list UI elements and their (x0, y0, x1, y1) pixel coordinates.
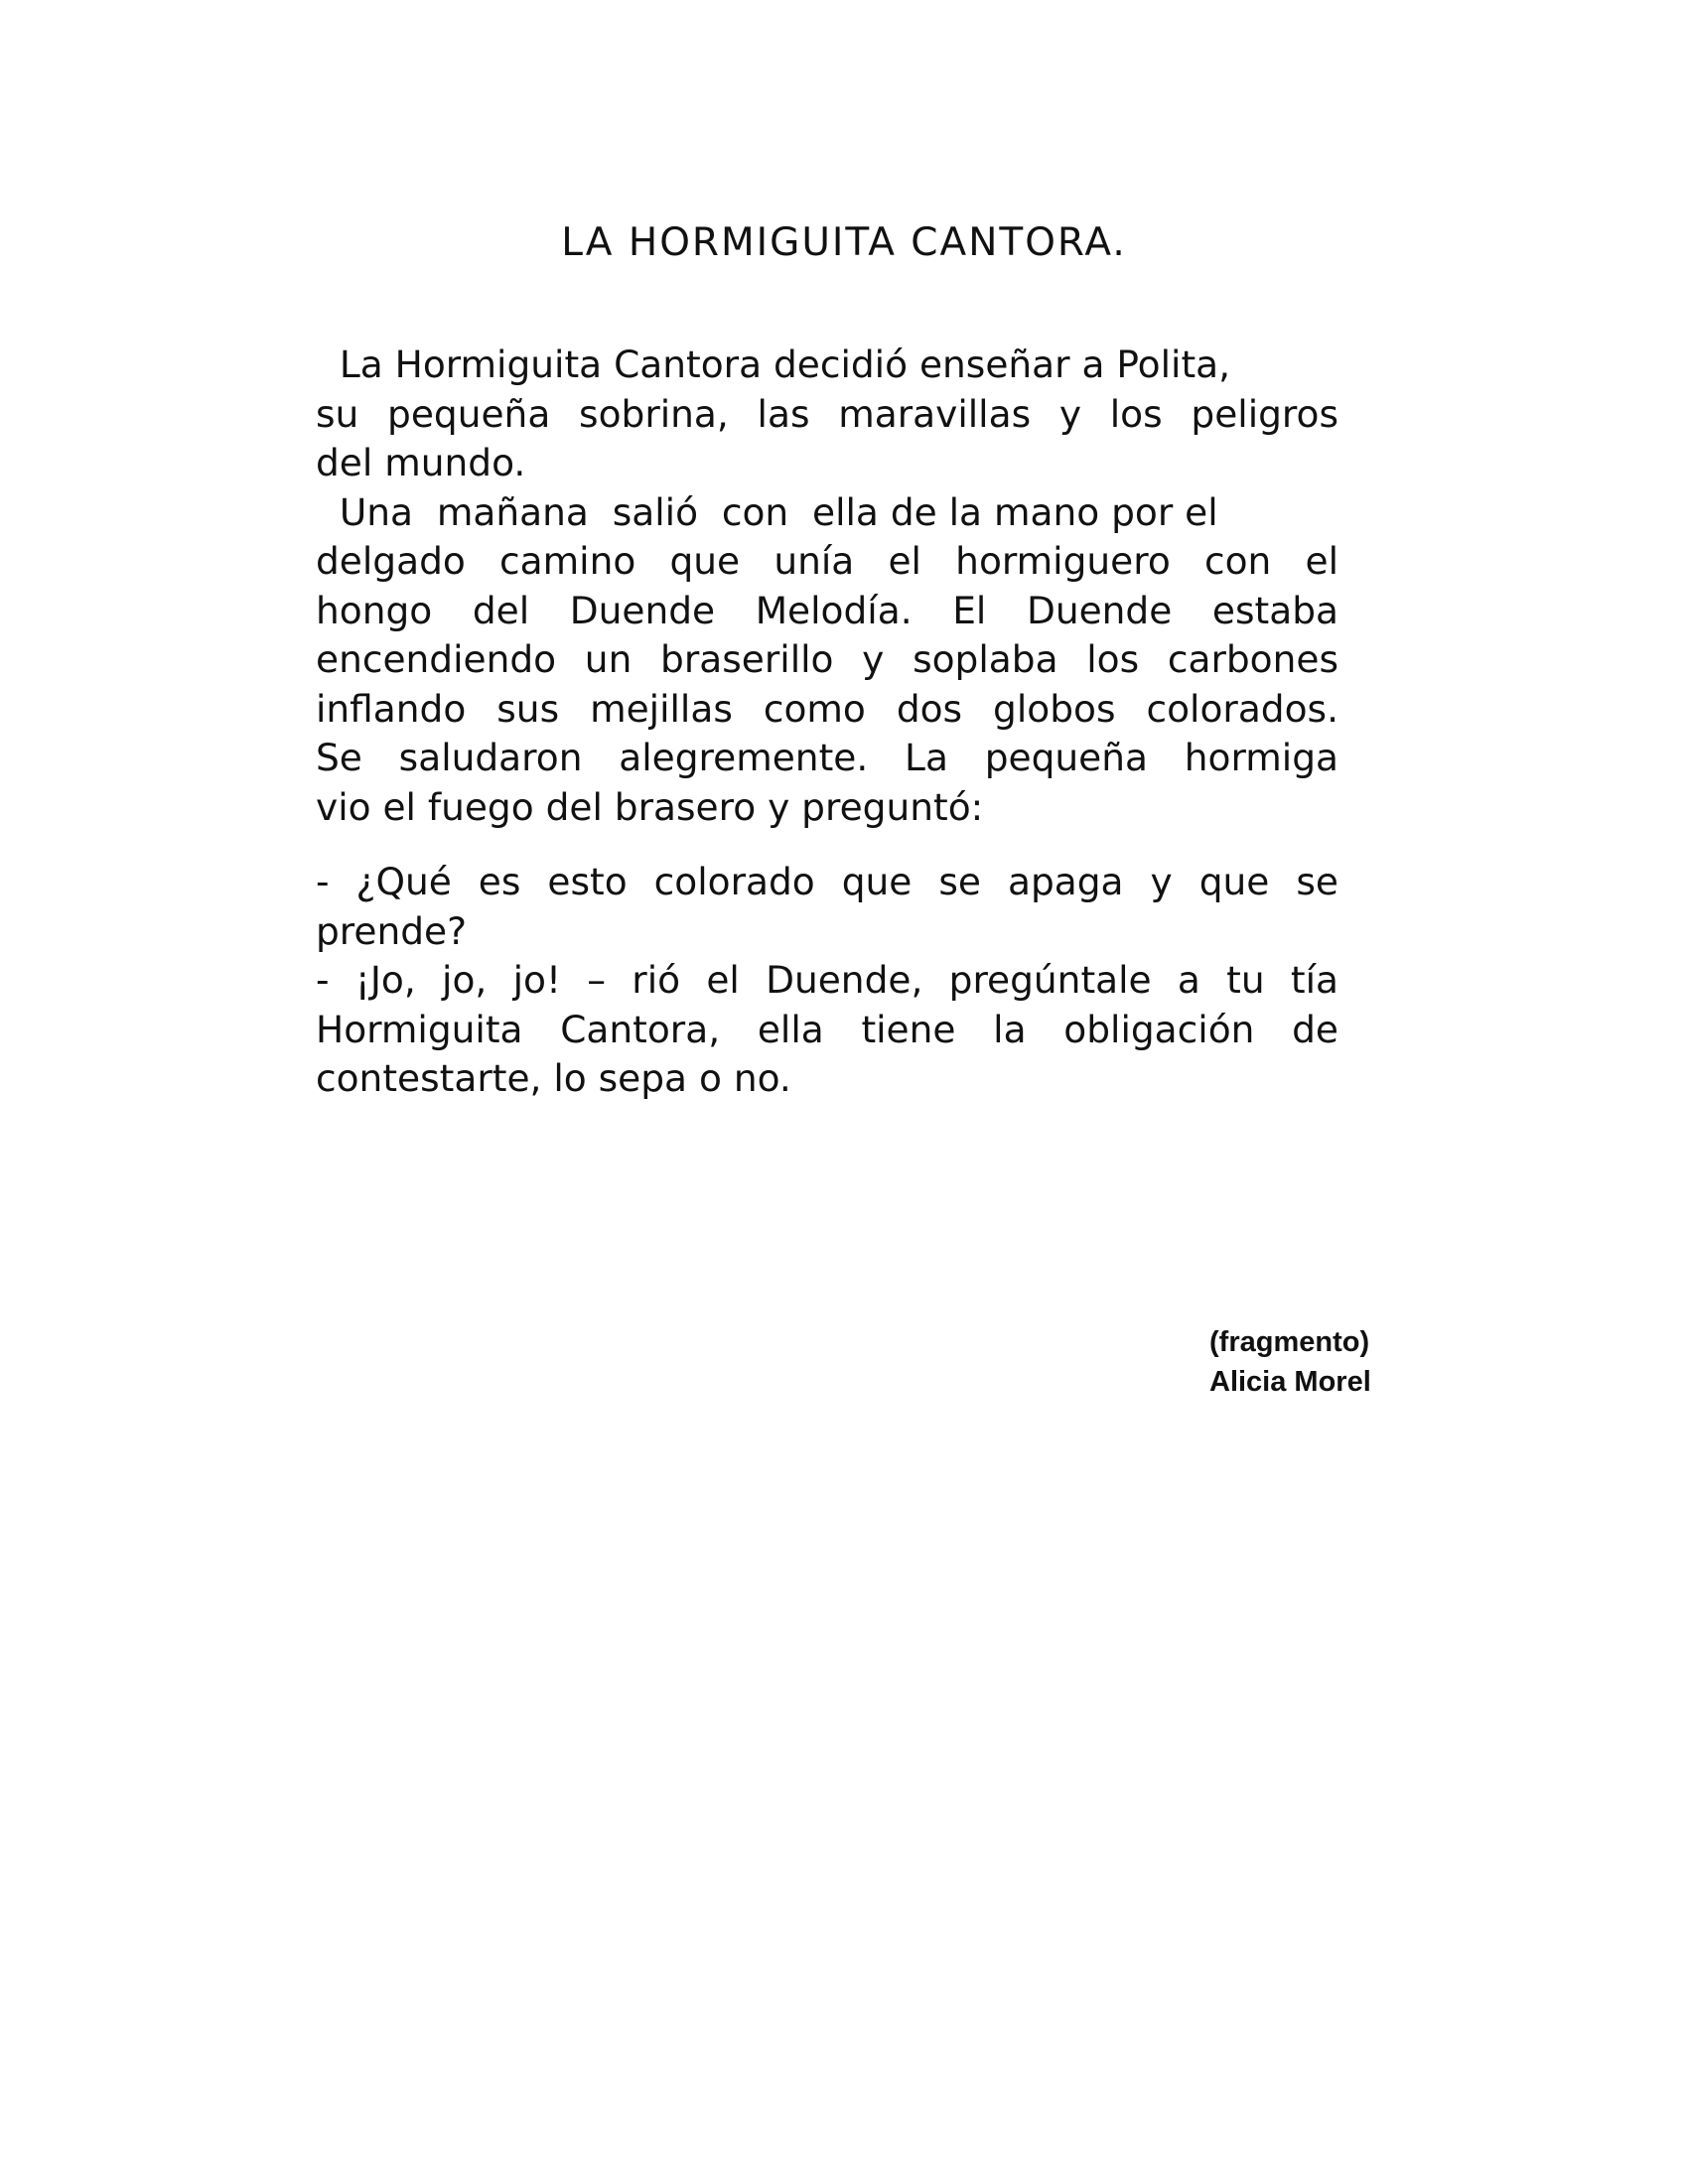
paragraph-2-line-3: hongo del Duende Melodía. El Duende estaba (316, 588, 1338, 632)
dialogue-line-2: prende? (316, 908, 468, 953)
attribution (1209, 1322, 1371, 1402)
dialogue-line-3: - ¡Jo, jo, jo! – rió el Duende, pregúntale a tu tía (316, 958, 1338, 1002)
paragraph-2-line-6: Se saludaron alegremente. La pequeña hormiga (316, 736, 1338, 779)
paragraph-2-line-7: vio el fuego del brasero y preguntó: (316, 784, 984, 829)
dialogue-line-4: Hormiguita Cantora, ella tiene la obligación de (316, 1007, 1338, 1051)
story-title: LA HORMIGUITA CANTORA. (561, 220, 1127, 265)
fragment-note: (fragmento) (1209, 1326, 1370, 1358)
paragraph-1-line-3: del mundo. (316, 441, 526, 484)
author-name: Alicia Morel (1209, 1366, 1371, 1398)
paragraph-2-line-2: delgado camino que unía el hormiguero con el (316, 539, 1338, 583)
paragraph-1-line-1: La Hormiguita Cantora decidió enseñar a Polita, (316, 342, 1231, 386)
paragraph-2-line-4: encendiendo un braserillo y soplaba los carbones (316, 637, 1338, 681)
paragraph-1-line-2: su pequeña sobrina, las maravillas y los peligros (316, 391, 1338, 436)
paragraph-2-line-5: inflando sus mejillas como dos globos colorados. (316, 686, 1338, 731)
dialogue-line-1: - ¿Qué es esto colorado que se apaga y que se (316, 860, 1338, 903)
paragraph-gap (316, 832, 1338, 858)
paragraph-2-line-1: Una mañana salió con ella de la mano por el (316, 489, 1218, 534)
dialogue-line-5: contestarte, lo sepa o no. (316, 1056, 791, 1100)
story-body (316, 341, 1338, 1104)
